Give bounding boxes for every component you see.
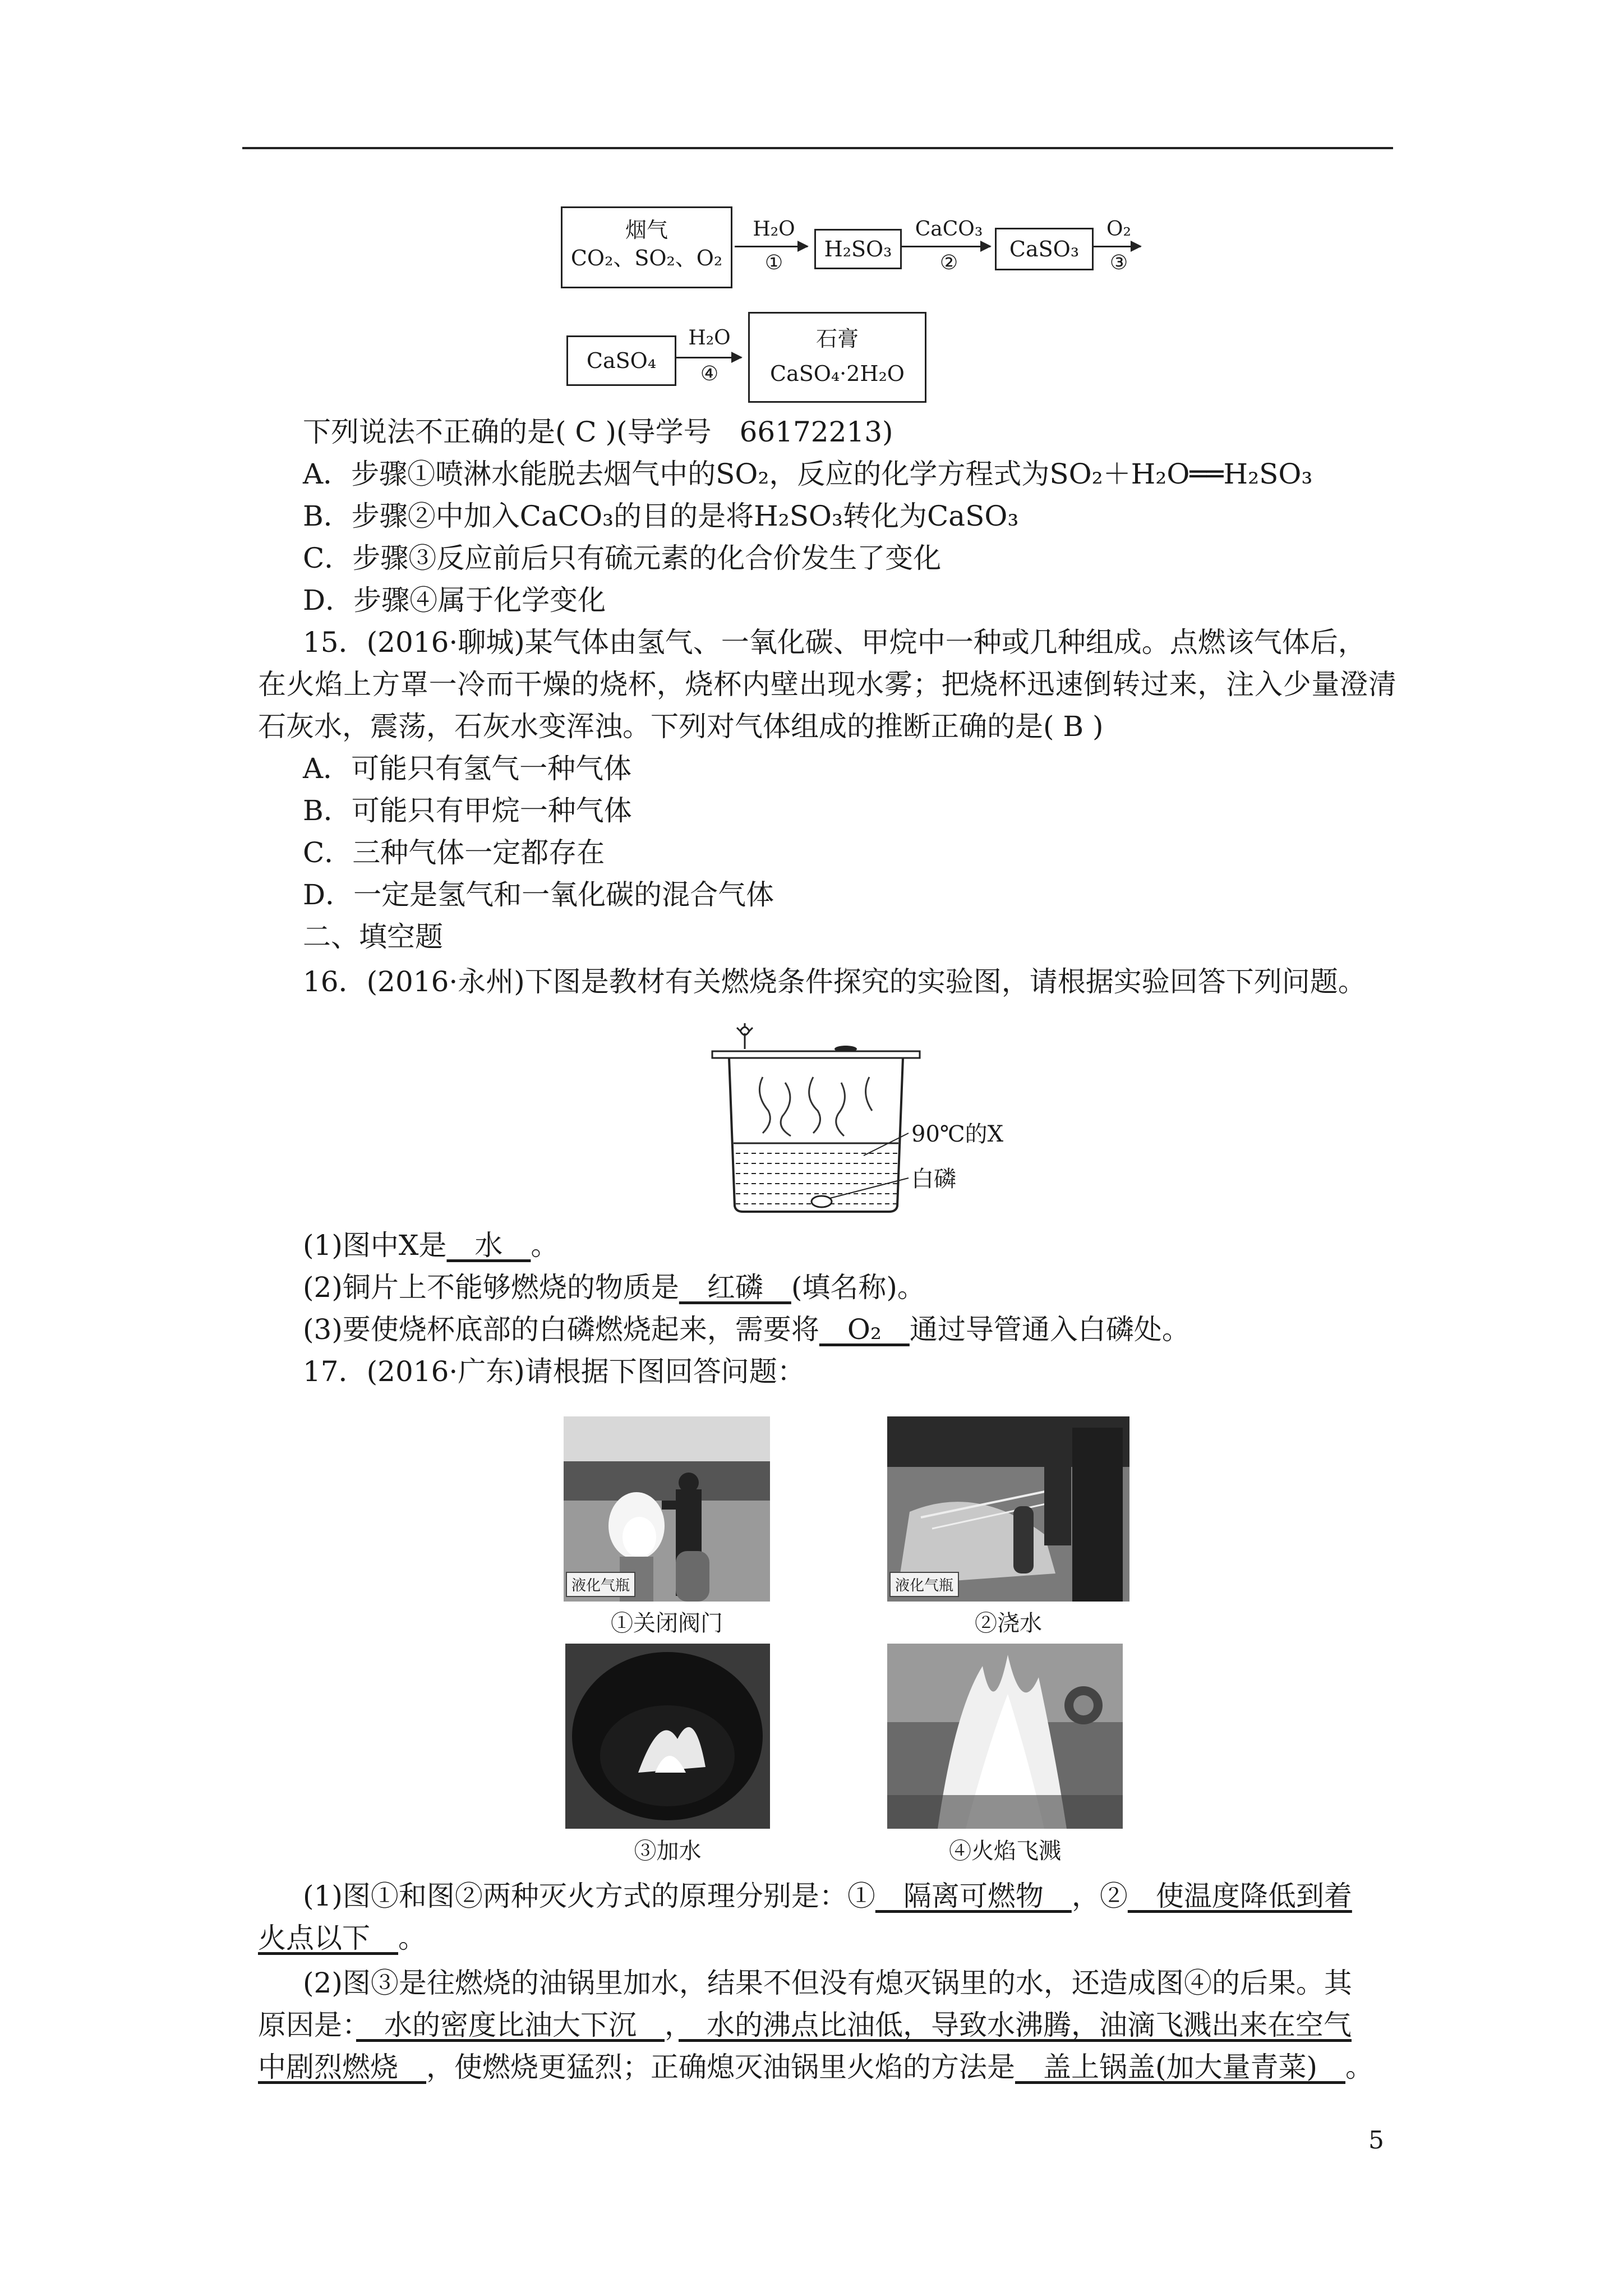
label-white-phosphorus: 白磷	[911, 1166, 956, 1192]
step1-reagent: H₂O	[753, 218, 795, 241]
h2so3-box	[814, 229, 902, 269]
header-rule	[242, 147, 1393, 149]
q17-part2-mid: ，使燃烧更猛烈；正确熄灭油锅里火焰的方法是	[426, 2051, 1015, 2083]
q17-part2-sep: ，	[665, 2009, 679, 2041]
q17-part1-line2	[258, 1918, 426, 1958]
step4-arrow	[675, 357, 741, 358]
q17-part2-prompt: 原因是：	[258, 2009, 356, 2041]
q17-part2-answer2b: 中剧烈燃烧	[258, 2051, 426, 2083]
photo1-tag: 液化气瓶	[566, 1572, 635, 1597]
caso3-formula: CaSO₃	[1009, 237, 1080, 261]
photo-pour-water	[887, 1416, 1129, 1602]
q14-option-a: A．步骤①喷淋水能脱去烟气中的SO₂，反应的化学方程式为SO₂＋H₂O══H₂SO₃	[303, 458, 1313, 490]
photo-close-valve	[564, 1416, 770, 1602]
caption-1: ①关闭阀门	[611, 1611, 723, 1636]
q16-stem: 16．(2016·永州)下图是教材有关燃烧条件探究的实验图，请根据实验回答下列问题。	[303, 965, 1366, 998]
q16-part2-end: (填名称)。	[791, 1271, 925, 1304]
q15-line2: 在火焰上方罩一冷而干燥的烧杯，烧杯内壁出现水雾；把烧杯迅速倒转过来，注入少量澄清	[258, 668, 1396, 701]
step2-arrow	[902, 246, 990, 247]
step1-arrow	[735, 246, 808, 247]
section-fill-in: 二、填空题	[303, 921, 443, 953]
q17-part1-answer2b: 火点以下	[258, 1922, 398, 1954]
beaker	[729, 1058, 903, 1212]
step3-number: ③	[1109, 251, 1128, 274]
q15-line3: 石灰水，震荡，石灰水变浑浊。下列对气体组成的推断正确的是( B )	[258, 710, 1104, 743]
q16-part1-answer: 水	[446, 1229, 531, 1262]
flue-gas-title: 烟气	[625, 218, 668, 242]
q17-part1-line1	[303, 1876, 1352, 1916]
step2-reagent: CaCO₃	[915, 218, 983, 241]
q16-part2	[303, 1268, 925, 1307]
q17-part1-answer1: 隔离可燃物	[875, 1880, 1072, 1912]
gypsum-title: 石膏	[815, 326, 859, 351]
gypsum-formula: CaSO₄·2H₂O	[770, 361, 905, 386]
copper-plate	[712, 1051, 920, 1058]
q17-part2-end: 。	[1345, 2051, 1374, 2083]
caso4-box	[566, 335, 676, 386]
q17-part2-answer2a: 水的沸点比油低，导致水沸腾，油滴飞溅出来在空气	[679, 2009, 1352, 2041]
q15-option-b: B．可能只有甲烷一种气体	[303, 794, 632, 827]
q16-part2-prompt: (2)铜片上不能够燃烧的物质是	[303, 1271, 679, 1304]
q17-part1-end: 。	[398, 1922, 426, 1954]
q16-part1	[303, 1226, 559, 1265]
q16-part1-end: 。	[531, 1229, 559, 1262]
photo-add-water	[565, 1644, 770, 1829]
step1-number: ①	[764, 251, 783, 274]
q16-part3-end: 通过导管通入白磷处。	[909, 1313, 1190, 1346]
q16-part2-answer: 红磷	[679, 1271, 791, 1304]
q14-option-b: B．步骤②中加入CaCO₃的目的是将H₂SO₃转化为CaSO₃	[303, 500, 1019, 532]
q16-part3-prompt: (3)要使烧杯底部的白磷燃烧起来，需要将	[303, 1313, 819, 1346]
q17-part1-answer2a: 使温度降低到着	[1127, 1880, 1352, 1912]
q17-stem: 17．(2016·广东)请根据下图回答问题：	[303, 1355, 805, 1388]
white-phosphorus-top-icon	[737, 1023, 753, 1049]
q14-stem: 下列说法不正确的是( C )(导学号 66172213)	[303, 416, 893, 448]
caso4-formula: CaSO₄	[586, 348, 657, 373]
steam-lines	[759, 1077, 872, 1136]
q15-option-a: A．可能只有氢气一种气体	[303, 752, 632, 785]
q17-part2-line2	[258, 2005, 1352, 2045]
white-phosphorus-bottom-icon	[811, 1196, 832, 1207]
page-number: 5	[1368, 2126, 1384, 2155]
q17-part1-prompt: (1)图①和图②两种灭火方式的原理分别是：①	[303, 1880, 875, 1912]
step3-arrow	[1094, 246, 1141, 247]
caso3-box	[995, 228, 1094, 270]
q17-part1-sep: ，②	[1071, 1880, 1128, 1912]
q16-part3	[303, 1310, 1190, 1349]
q15-line1: 15．(2016·聊城)某气体由氢气、一氧化碳、甲烷中一种或几种组成。点燃该气体后，	[303, 626, 1366, 659]
label-90c-x: 90℃的X	[911, 1121, 1004, 1147]
caption-4: ④火焰飞溅	[949, 1838, 1061, 1864]
step3-reagent: O₂	[1106, 218, 1131, 241]
flue-gas-components: CO₂、SO₂、O₂	[570, 246, 723, 270]
step4-number: ④	[700, 362, 719, 385]
caption-2: ②浇水	[975, 1611, 1042, 1636]
gypsum-box	[748, 312, 926, 403]
flue-gas-box	[561, 206, 732, 288]
step4-reagent: H₂O	[688, 326, 731, 349]
q16-part3-answer: O₂	[819, 1313, 910, 1346]
q14-option-c: C．步骤③反应前后只有硫元素的化合价发生了变化	[303, 542, 942, 574]
h2so3-formula: H₂SO₃	[824, 237, 892, 261]
photo-flame-splash	[887, 1644, 1123, 1829]
q17-part2-line1: (2)图③是往燃烧的油锅里加水，结果不但没有熄灭锅里的水，还造成图④的后果。其	[303, 1967, 1352, 1999]
photo2-tag: 液化气瓶	[889, 1572, 959, 1597]
q15-option-d: D．一定是氢气和一氧化碳的混合气体	[303, 878, 774, 911]
q17-part2-line3	[258, 2047, 1373, 2087]
q14-option-d: D．步骤④属于化学变化	[303, 584, 606, 616]
q15-option-c: C．三种气体一定都存在	[303, 836, 605, 869]
q17-part2-answer3: 盖上锅盖(加大量青菜)	[1015, 2051, 1346, 2083]
caption-3: ③加水	[634, 1838, 702, 1864]
step2-number: ②	[939, 251, 958, 274]
q17-part2-answer1: 水的密度比油大下沉	[356, 2009, 665, 2041]
q16-part1-prompt: (1)图中X是	[303, 1229, 447, 1262]
